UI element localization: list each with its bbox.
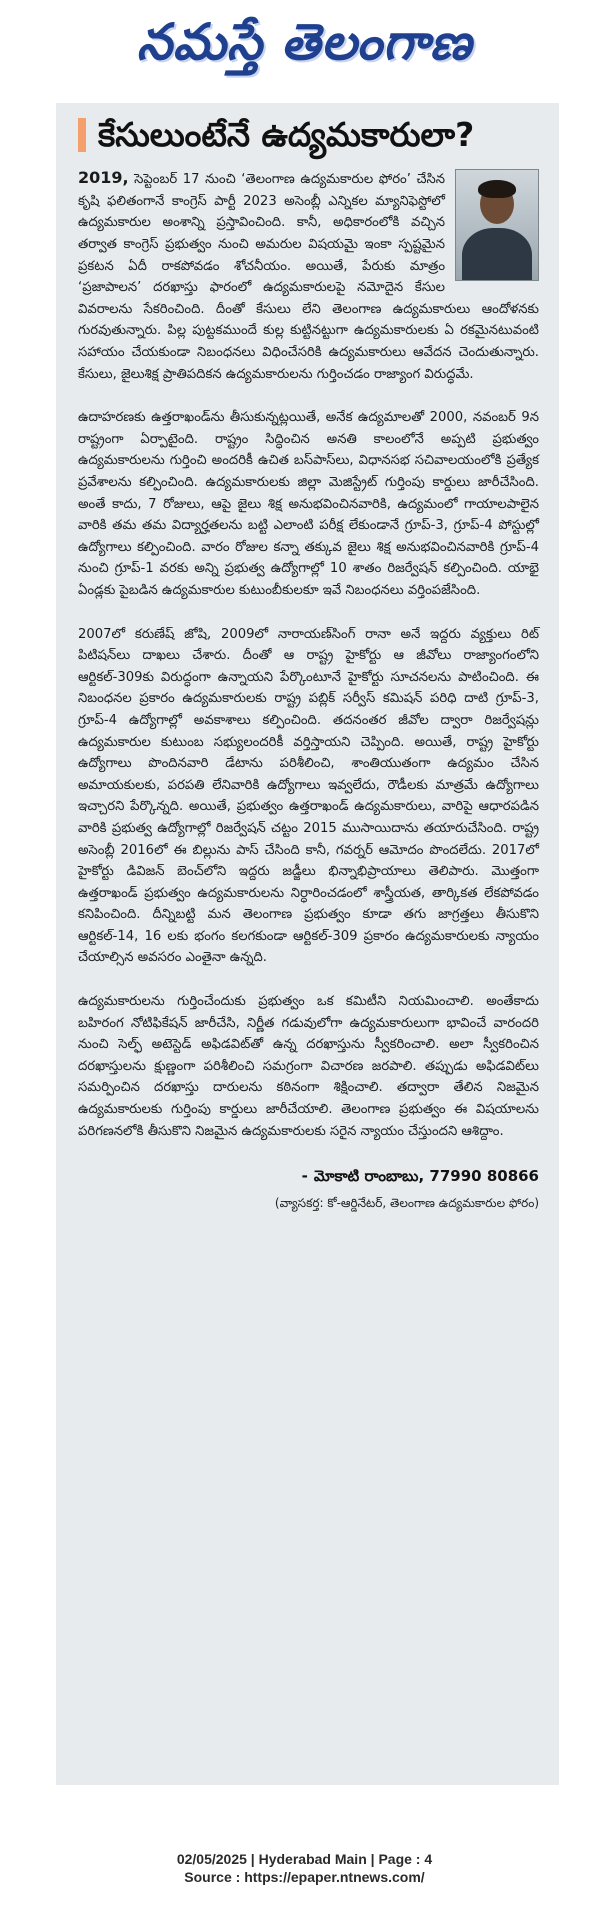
author-photo <box>455 169 539 281</box>
paragraph-1-text: సెప్టెంబర్ 17 నుంచి ‘తెలంగాణ ఉద్యమకారుల ఫోరం’ చేసిన కృషి ఫలితంగానే కాంగ్రెస్ పార్టీ 2023 అసెంబ్లీ ఎన్నికల మ్యానిఫెస్టోలో ఉద్యమకారుల అంశాన్ని ప్రస్తావించింది. కానీ, అధికారంలోకి వచ్చిన తర్వాత కాంగ్రెస్ ప్రభుత్వం నుంచి అమరుల విషయమై ఇంకా స్పష్టమైన ప్రకటన ఏదీ రాకపోవడం శోచనీయం. అయితే, పేరుకు మాత్రం ‘ప్రజాపాలన’ దరఖాస్తు ఫారంలో ఉద్యమకారులపై నమోదైన కేసుల వివరాలను సేకరించింది. దీంతో కేసులు లేని తెలంగాణ ఉద్యమకారులు ఆందోళనకు గురవుతున్నారు. పిల్ల పుట్టకముందే కుల్ల కుట్టినట్టుగా ఉద్యమకారులకు ఏ రకమైనటువంటి సహాయం చేయకుండా నిబంధనలు విధించేసరికి ఉద్యమకారులు ఆవేదన చెందుతున్నారు. కేసులు, జైలుశిక్ష ప్రాతిపదికన ఉద్యమకారులను గుర్తించడం రాజ్యాంగ విరుద్ధమే. <box>78 172 539 382</box>
footer-date-edition: 02/05/2025 | Hyderabad Main | Page : 4 <box>176 1851 433 1867</box>
article-clipping <box>56 103 559 1785</box>
article-paragraph-4: ఉద్యమకారులను గుర్తించేందుకు ప్రభుత్వం ఒక కమిటీని నియమించాలి. అంతేకాదు బహిరంగ నోటిఫికేషన్ జారీచేసి, నిర్ణీత గడువులోగా ఉద్యమకారులుగా భావించే వారందరి నుంచి సెల్ఫ్ అటెస్టెడ్ అఫిడవిట్‌తో ఉన్న దరఖాస్తును స్వీకరించాలి. అలా స్వీకరించిన దరఖాస్తులను క్షుణ్ణంగా పరిశీలించి సమగ్రంగా విచారణ జరపాలి. తప్పుడు అఫిడవిట్‌లు సమర్పించిన దరఖాస్తు దారులను కఠినంగా శిక్షించాలి. తద్వారా తేలిన నిజమైన ఉద్యమకారులకు గుర్తింపు కార్డులు జారీచేయాలి. తెలంగాణ ప్రభుత్వం ఈ విషయాలను పరిగణనలోకి తీసుకొని నిజమైన ఉద్యమకారులకు సరైన న్యాయం చేస్తుందని ఆశిద్దాం. <box>78 994 539 1139</box>
author-photo-shoulders <box>462 228 532 281</box>
lead-year: 2019, <box>78 168 129 188</box>
newspaper-logo: నమస్తే తెలంగాణ <box>136 12 473 71</box>
article-paragraph-3: 2007లో కరుణేష్ జోషి, 2009లో నారాయణ్‌సింగ్ రానా అనే ఇద్దరు వ్యక్తులు రిట్ పిటిషన్‌లు దాఖలు చేశారు. దీంతో ఆ రాష్ట్ర హైకోర్టు ఆ జీవోలు రాజ్యాంగంలోని ఆర్టికల్-309కు విరుద్ధంగా ఉన్నాయని పేర్కొంటూనే హైకోర్టు సూచనలను పాటించింది. ఈ నిబంధనల ప్రకారం ఉద్యమకారులకు రాష్ట్ర పబ్లిక్ సర్వీస్ కమిషన్ పరిధి దాటి గ్రూప్-3, గ్రూప్-4 ఉద్యోగాల్లో అవకాశాలు కల్పించింది. తదనంతర జీవోల ద్వారా రిజర్వేషన్లు ఉద్యమకారుల కుటుంబ సభ్యులందరికీ వర్తిస్తాయని చెప్పింది. అయితే, రాష్ట్ర హైకోర్టు ఉద్యోగాలు పొందినవారి డేటాను పరిశీలించి, శాంతియుతంగా ఉద్యమం చేసిన అమాయకులకు, పరపతి లేనివారికి ఉద్యోగాలు ఇవ్వలేదు, రౌడీలకు మాత్రమే ఉద్యోగాలు ఇచ్చారని పేర్కొన్నది. అయితే, ప్రభుత్వం ఉత్తరాఖండ్ ఉద్యమకారులు, వారిపై ఆధారపడిన వారికి ప్రభుత్వ ఉద్యోగాల్లో రిజర్వేషన్ చట్టం 2015 ముసాయిదాను తయారుచేసింది. రాష్ట్ర అసెంబ్లీ 2016లో ఈ బిల్లును పాస్ చేసింది కానీ, గవర్నర్ ఆమోదం పొందలేదు. 2017లో హైకోర్టు డివిజన్ బెంచ్‌లోని ఇద్దరు జడ్జీలు భిన్నాభిప్రాయాలు తెలిపారు. మొత్తంగా ఉత్తరాఖండ్ ప్రభుత్వం ఉద్యమకారులను నిర్ధారించడంలో శాస్త్రీయత, తార్కికత లేకపోవడం కనిపించింది. దీన్నిబట్టి మన తెలంగాణ ప్రభుత్వం కూడా తగు జాగ్రత్తలు తీసుకొని ఆర్టికల్-14, 16 లకు భంగం కలగకుండా ఆర్టికల్-309 ప్రకారం ఉద్యమకారులకు న్యాయం చేయాల్సిన అవసరం ఎంతైనా ఉన్నది. <box>78 626 539 966</box>
article-body <box>78 167 539 1142</box>
author-role: (వ్యాసకర్త: కో-ఆర్డినేటర్, తెలంగాణ ఉద్యమకారుల ఫోరం) <box>274 1196 539 1211</box>
author-photo-hair <box>478 180 516 198</box>
headline-row <box>78 117 539 153</box>
signature-dash: - <box>301 1167 308 1186</box>
page-footer <box>0 1850 609 1886</box>
headline-accent-bar <box>78 118 86 152</box>
article-paragraph-2: ఉదాహరణకు ఉత్తరాఖండ్‌ను తీసుకున్నట్లయితే, అనేక ఉద్యమాలతో 2000, నవంబర్ 9న రాష్ట్రంగా ఏర్పాటైంది. రాష్ట్రం సిద్ధించిన అనతి కాలంలోనే అప్పటి ప్రభుత్వం ఉద్యమకారులను గుర్తించి అందరికీ ఉచిత బస్‌పాస్‌లు, విధానసభ సచివాలయంలోకి ప్రత్యేక ప్రవేశాలను కల్పించింది. ఉద్యమకారులకు జిల్లా మెజిస్ట్రేట్ గుర్తింపు కార్డులు జారీచేసింది. అంతే కాదు, 7 రోజులు, ఆపై జైలు శిక్ష అనుభవించినవారికి, ఉద్యమంలో గాయాలపాలైన వారికి తమ తమ విద్యార్హతలను బట్టి ఎలాంటి పరీక్ష లేకుండానే గ్రూప్-3, గ్రూప్-4 పోస్టుల్లో ఉద్యోగాలు కల్పించింది. వారం రోజుల కన్నా తక్కువ జైలు శిక్ష అనుభవించినవారికి గ్రూప్-4 నుంచి గ్రూప్-1 వరకు అన్ని ప్రభుత్వ ఉద్యోగాల్లో 10 శాతం రిజర్వేషన్ కల్పించింది. యాభై ఏండ్లకు పైబడిన ఉద్యమకారుల కుటుంబీకులకూ ఇవే నిబంధనలు వర్తింపజేసింది. <box>78 410 539 598</box>
author-phone: 77990 80866 <box>429 1167 539 1186</box>
author-signature <box>78 1164 539 1188</box>
article-headline: కేసులుంటేనే ఉద్యమకారులా? <box>98 115 475 154</box>
footer-source-link[interactable]: Source : https://epaper.ntnews.com/ <box>184 1869 425 1885</box>
masthead <box>0 0 609 96</box>
author-name: మోకాటి రాంబాబు, <box>313 1167 425 1186</box>
